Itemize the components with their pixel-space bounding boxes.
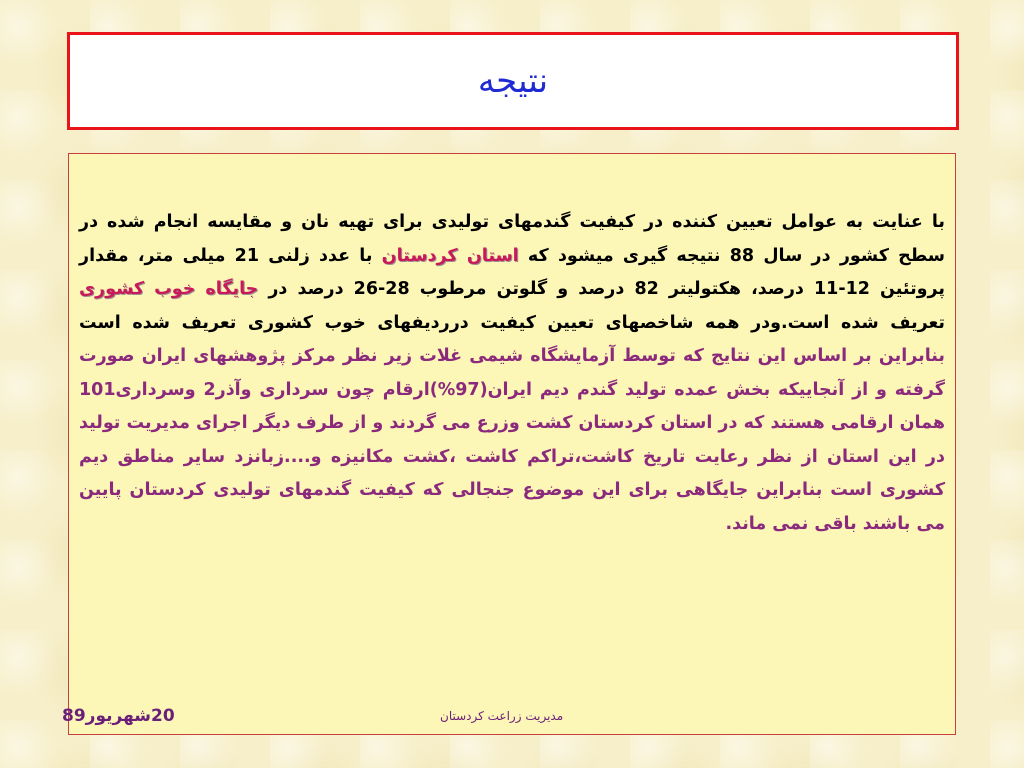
title-box (67, 32, 959, 130)
body-part-3: تعریف شده است.ودر همه شاخصهای تعیین کیفیت درردیفهای خوب کشوری تعریف شده است (79, 312, 945, 333)
body-part-2: با عدد زلنی 21 میلی متر، مقدار پروتئین 12-11 درصد، هکتولیتر 82 درصد و گلوتن مرطوب 28-26 درصد در (79, 245, 945, 299)
content-box (68, 153, 956, 735)
body-part-1: با عنایت به عوامل تعیین کننده در کیفیت گندمهای تولیدی برای تهیه نان و مقایسه انجام شده در سطح کشور در سال 88 نتیجه گیری میشود که (79, 212, 945, 266)
body-part-4: بنابراین بر اساس این نتایج که توسط آزمایشگاه شیمی غلات زیر نظر مرکز پژوهشهای ایران صورت گرفته و از آنجاییکه بخش عمده تولید گندم دیم ایران(97%)ارقام چون سرداری وآذر2 وسرداری101 همان ارقامی هستند که در استان کردستان کشت وزرع می گردند و از طرف دیگر اجرای مدیریت تولید در این استان از نظر رعایت تاریخ کاشت،تراکم کاشت ،کشت مکانیزه و....زبانزد سایر مناطق دیم کشوری است بنابراین جایگاهی برای این موضوع جنجالی که کیفیت گندمهای تولیدی کردستان پایین می باشند باقی نمی ماند. (79, 346, 945, 534)
highlight-kurdistan-province: استان کردستان (381, 245, 519, 266)
highlight-good-national-rank: جایگاه خوب کشوری (79, 279, 259, 299)
footer-organization: مدیریت زراعت کردستان (440, 709, 564, 723)
slide-title: نتیجه (477, 61, 549, 101)
body-text (79, 206, 945, 541)
footer-date: 20شهریور89 (62, 706, 175, 726)
